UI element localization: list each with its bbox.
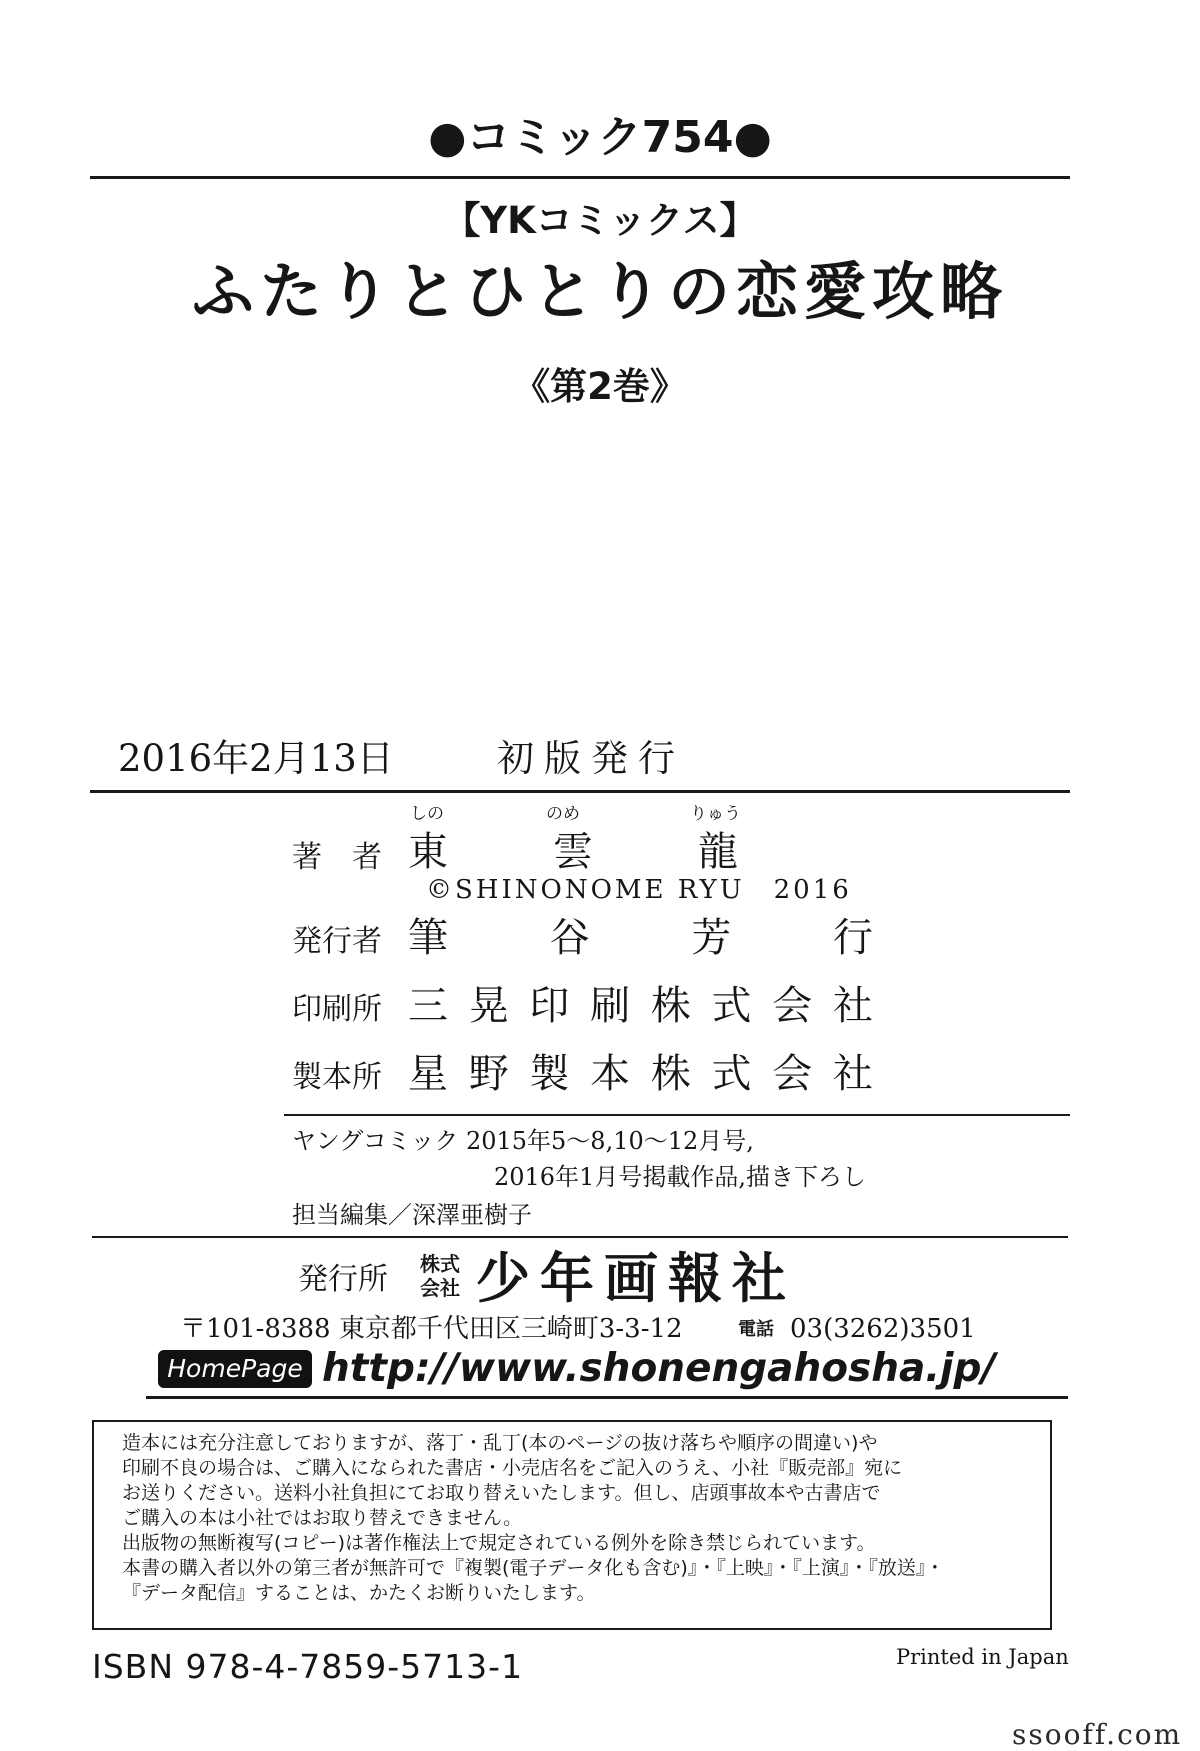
publisher-name: 少年画報社 [476, 1247, 796, 1310]
publisher-person-name [408, 912, 873, 964]
binder-char: 会 [772, 1051, 813, 1097]
printer-char: 株 [650, 983, 691, 1029]
author-ruby-1: しの [410, 804, 444, 824]
author-label: 著 者 [292, 840, 382, 875]
telephone-number: 03(3262)3501 [790, 1314, 976, 1344]
binder-char: 星 [408, 1051, 448, 1097]
printer-char: 社 [832, 983, 873, 1029]
binder-char: 製 [529, 1051, 570, 1097]
header-divider [90, 176, 1070, 179]
publisher-person-char: 谷 [549, 915, 590, 961]
publisher-label: 発行所 [298, 1262, 388, 1297]
printer-char: 三 [408, 983, 448, 1029]
publisher-person-char: 行 [832, 915, 873, 961]
corporation-mark-bottom: 会社 [420, 1276, 460, 1300]
binder-name [408, 1048, 873, 1100]
binder-char: 野 [468, 1051, 509, 1097]
credits-divider [284, 1114, 1070, 1116]
notice-line: 造本には充分注意しておりますが、落丁・乱丁(本のページの抜け落ちや順序の間違い)や [122, 1432, 878, 1454]
book-title: ふたりとひとりの恋愛攻略 [191, 255, 1008, 328]
edition-label: 初版発行 [497, 737, 685, 780]
publisher-divider [146, 1396, 1068, 1399]
editor-credit: 担当編集／深澤亜樹子 [292, 1201, 532, 1229]
serialization-line-1: ヤングコミック 2015年5～8,10～12月号, [292, 1127, 754, 1155]
series-number: ●コミック754● [428, 112, 772, 163]
printer-label: 印刷所 [292, 992, 382, 1027]
binder-char: 式 [711, 1051, 752, 1097]
binder-char: 社 [832, 1051, 873, 1097]
imprint-label: 【YKコミックス】 [443, 199, 757, 242]
author-ruby-3: りゅう [690, 804, 741, 824]
publisher-person-char: 芳 [691, 915, 732, 961]
printer-char: 印 [529, 983, 570, 1029]
corporation-mark-top: 株式 [420, 1252, 460, 1276]
watermark: ssooff.com [1012, 1718, 1183, 1751]
author-char: 東 [408, 829, 448, 875]
notice-line: 『データ配信』することは、かたくお断りいたします。 [122, 1582, 596, 1604]
printer-char: 刷 [590, 983, 631, 1029]
binder-label: 製本所 [292, 1060, 382, 1095]
edition-divider [90, 790, 1070, 793]
author-char: 雲 [553, 829, 593, 875]
publisher-url: http://www.shonengahosha.jp/ [322, 1346, 996, 1391]
serialization-line-2: 2016年1月号掲載作品,描き下ろし [494, 1163, 866, 1191]
notice-line: ご購入の本は小社ではお取り替えできません。 [122, 1507, 523, 1529]
printer-char: 式 [711, 983, 752, 1029]
notice-line: 出版物の無断複写(コピー)は著作権法上で規定されている例外を除き禁じられています。 [122, 1532, 876, 1554]
printer-char: 会 [772, 983, 813, 1029]
notice-line: 本書の購入者以外の第三者が無許可で『複製(電子データ化も含む)』・『上映』・『上演』・『放送』・ [122, 1557, 945, 1579]
binder-char: 株 [650, 1051, 691, 1097]
telephone-label: 電話 [738, 1319, 774, 1340]
notice-line: 印刷不良の場合は、ご購入になられた書店・小売店名をご記入のうえ、小社『販売部』宛に [122, 1457, 903, 1479]
printer-name [408, 980, 873, 1032]
isbn: ISBN 978-4-7859-5713-1 [92, 1647, 524, 1686]
copyright-notice: ©SHINONOME RYU 2016 [426, 875, 852, 905]
author-name [408, 826, 738, 878]
publisher-person-char: 筆 [408, 915, 448, 961]
volume-number: 《第2巻》 [513, 365, 687, 408]
author-ruby-2: のめ [546, 804, 580, 824]
serialization-divider [92, 1236, 1068, 1238]
binder-char: 本 [590, 1051, 631, 1097]
publisher-address: 〒101-8388 東京都千代田区三崎町3-3-12 [180, 1314, 683, 1344]
homepage-badge: HomePage [158, 1350, 312, 1388]
publisher-person-label: 発行者 [292, 924, 382, 959]
author-char: 龍 [698, 829, 738, 875]
printed-in-japan: Printed in Japan [896, 1645, 1069, 1669]
printer-char: 晃 [468, 983, 509, 1029]
notice-line: お送りください。送料小社負担にてお取り替えいたします。但し、店頭事故本や古書店で [122, 1482, 881, 1504]
publication-date: 2016年2月13日 [118, 737, 394, 780]
